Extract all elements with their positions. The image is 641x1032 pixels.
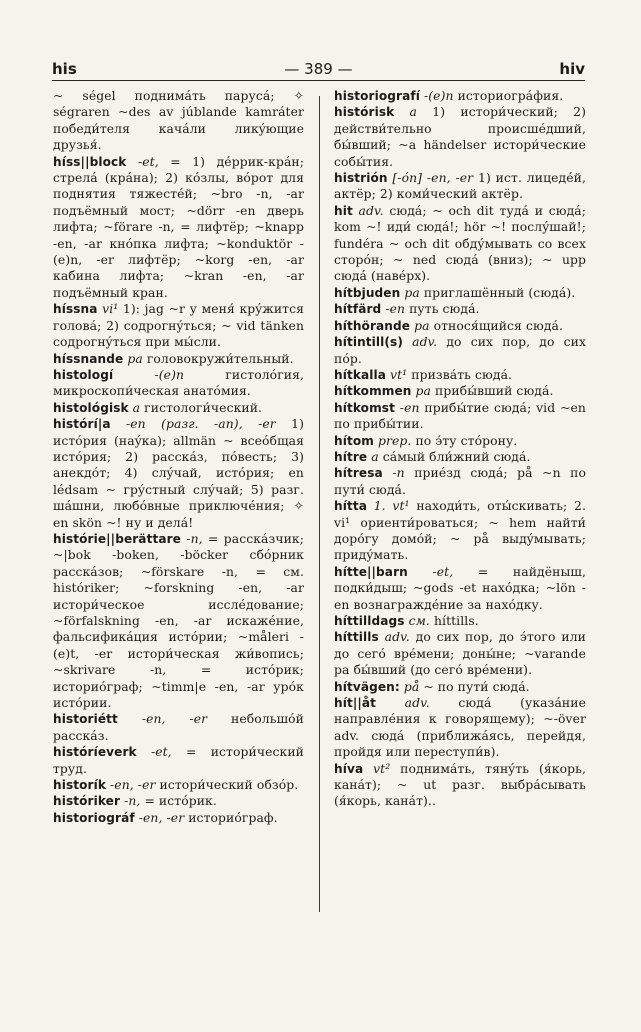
entry-grammar: a — [409, 105, 418, 120]
entry — [53, 810, 304, 826]
entry-text: истори́ческий обзóр. — [159, 778, 299, 793]
entry — [53, 777, 304, 793]
entry-grammar: -et, — [432, 564, 454, 579]
entry-text: истóрик. — [158, 794, 217, 809]
entry-grammar: [-ón] -en, -er — [392, 171, 474, 186]
entry-text: 1): jag ~r у меня́ крýжится головá; 2) содрогнýться; ~ vid tänken содрогнýться при мы́сли. — [53, 302, 304, 350]
entry-headword: histórisk — [334, 105, 395, 120]
entry-text: призвáть сюдá. — [411, 367, 513, 382]
entry — [53, 367, 304, 400]
entry-grammar: -(e)n — [154, 367, 185, 382]
entry-headword: hítfärd — [334, 302, 382, 317]
entry — [53, 793, 304, 809]
entry-text: = найдёныш, подки́дыш; ~gods -et нахóдка; ~lön -en вознаграждéние за нахóдку. — [334, 564, 586, 612]
entry-text: прибы́вший сюдá. — [435, 384, 554, 399]
entry — [53, 88, 304, 154]
entry-headword: histórie||berättare — [53, 531, 181, 546]
entry — [53, 711, 304, 744]
entry-headword: históriker — [53, 794, 121, 809]
entry-grammar: vt² — [373, 761, 391, 776]
entry-headword: hítresa — [334, 466, 383, 481]
entry-grammar: a — [371, 449, 379, 464]
entry-grammar: pa — [414, 318, 430, 333]
entry-grammar: adv. — [358, 203, 384, 218]
entry-text: небольшóй расскáз. — [53, 712, 305, 743]
entry-headword: hítkomst — [334, 400, 395, 415]
header-last-word: hiv — [559, 60, 585, 78]
entry-headword: híttills — [334, 630, 379, 645]
entry — [334, 564, 586, 613]
entry — [334, 433, 586, 449]
entry-text: = расскáзчик; ~|bok -boken, -böcker сбóрник расскáзов; ~förskare -n, = см. históriker; ~forskning -en, -ar истори́ческое исслéдование; ~förfalskning -en, -ar искажéние, фальсификáция истóрии; ~måleri -(e)t, -er истори́ческая жи́вопись; ~skrivare -n, = истóрик; историóграф; ~timm|e -en, -ar урóк истóрии. — [53, 531, 304, 711]
page-number: — 389 — — [284, 60, 353, 78]
entry-grammar: 1. vt¹ — [373, 499, 410, 514]
entry-text: поднимáть, тянýть (я́корь, канáт); ~ ut разг. выбрáсывать (я́корь, канáт).. — [334, 761, 586, 809]
entry-grammar: adv. — [412, 335, 438, 350]
entry-headword: hit — [334, 203, 353, 218]
entry-headword: hítta — [334, 499, 367, 514]
entry — [53, 744, 304, 777]
entry-grammar: -en, -er — [138, 810, 185, 825]
entry-grammar: pa — [415, 384, 431, 399]
entry-grammar: a — [132, 400, 141, 415]
entry-text: путь сюдá. — [409, 302, 480, 317]
entry-text: головокружи́тельный. — [146, 351, 294, 366]
entry-text: по пути́ сюдá. — [437, 679, 530, 694]
entry-text: = истори́ческий труд. — [53, 745, 304, 776]
entry-headword: híttilldags — [334, 614, 405, 628]
entry-text: = 1) дéррик-крáн; стрелá (крáна); 2) кóзлы, вóрот для поднятия тяжестéй; ~bro -n, -ar подъёмный мост; ~dörr -en дверь лифта; ~förare -n, = лифтёр; ~knapp -en, -ar кнóпка лифта; ~konduktör -(e)n, -er лифтёр; ~korg -en, -ar кабина лифта; ~kran -en, -ar подъёмный кран. — [53, 154, 304, 300]
entry — [334, 400, 586, 433]
entry-headword: historík — [53, 778, 106, 793]
entry — [53, 400, 304, 416]
entry — [334, 761, 586, 810]
entry-headword: hítkommen — [334, 384, 412, 399]
entry-grammar: см. — [408, 614, 430, 628]
entry-headword: histórí|a — [53, 417, 111, 432]
entry-headword: hítvägen: — [334, 679, 400, 694]
entry-headword: híthörande — [334, 318, 411, 333]
entry-text: 1) истори́ческий; 2) действи́тельно происшéдший, бы́вший; ~a händelser истори́ческие собы́тия. — [334, 105, 587, 169]
entry-headword: histológisk — [53, 400, 129, 415]
entry — [334, 170, 586, 203]
entry-headword: hít||åt — [334, 696, 377, 711]
entry-grammar: pa — [127, 351, 143, 366]
entry — [53, 301, 304, 350]
entry-headword: híss||block — [53, 154, 127, 169]
entry-text: прибы́тие сюдá; vid ~en по прибы́тии. — [334, 400, 586, 432]
entry-grammar: -n — [392, 466, 405, 481]
entry-grammar: -et, — [137, 154, 159, 169]
entry — [334, 88, 586, 104]
entry — [334, 465, 586, 498]
entry — [334, 449, 586, 465]
entry-grammar: -n, — [186, 531, 203, 546]
entry — [334, 104, 586, 170]
entry-headword: híssnande — [53, 351, 124, 366]
left-column — [53, 88, 304, 826]
entry-grammar: adv. — [384, 630, 410, 645]
entry-headword: híva — [334, 761, 364, 776]
entry-grammar: -et, — [150, 745, 172, 760]
entry — [334, 383, 586, 399]
entry — [334, 613, 586, 629]
entry-text: до сих пор, до э́того или до сегó врéмени; доны́не; ~varande pa бы́вший (до сегó врéмени). — [334, 630, 586, 678]
entry-headword: histrión — [334, 171, 388, 186]
entry — [334, 301, 586, 317]
entry-text: находи́ть, оты́скивать; 2. vi¹ ориенти́роваться; ~ hem найти́ дорóгу домóй; ~ på выдýмывать; придýмать. — [334, 499, 587, 563]
entry-headword: historiétt — [53, 712, 118, 727]
entry — [334, 334, 586, 367]
entry — [53, 416, 304, 531]
entry — [334, 695, 586, 761]
entry — [334, 367, 586, 383]
entry — [334, 629, 586, 678]
entry-grammar: vt¹ — [390, 367, 408, 382]
page-header — [52, 58, 585, 81]
column-divider — [319, 96, 320, 912]
entry-grammar: -en, -er — [141, 712, 208, 727]
entry-text: относя́щийся сюдá. — [433, 318, 564, 333]
entry-grammar: vi¹ — [102, 302, 119, 317]
entry-text: сáмый бли́жний сюдá. — [382, 449, 531, 464]
entry-grammar: prep. — [377, 433, 412, 448]
entry — [53, 154, 304, 302]
entry-text: 1) ист. лицедéй, актёр; 2) коми́ческий актёр. — [334, 171, 586, 202]
entry-text: ~ ségel поднимáть парусá; ✧ ségraren ~des av júblande kamráter победи́теля качáли ликýющие друзья́. — [53, 89, 304, 153]
entry — [334, 679, 586, 695]
entry — [334, 498, 586, 564]
entry-headword: hítre — [334, 449, 368, 464]
entry-text: híttills. — [433, 614, 479, 628]
entry — [334, 203, 586, 285]
entry-grammar: -n, = — [124, 794, 155, 809]
entry-grammar: -en — [385, 302, 406, 317]
entry-text: сюдá; ~ och dit тудá и сюдá; kom ~! иди́ сюдá!; hör ~! послýшай!; fundéra ~ och dit обдýмывать со всех сторóн; ~ ned сюдá (вниз); ~ upp сюдá (навéрх). — [334, 203, 586, 284]
entry-grammar: -en — [399, 400, 420, 415]
entry-text: гистологи́ческий. — [144, 400, 263, 415]
entry-grammar: adv. — [404, 696, 430, 711]
right-column — [334, 88, 586, 810]
entry-text: приéзд сюдá; på ~n по пути́ сюдá. — [334, 466, 587, 497]
entry-text: по э́ту стóрону. — [415, 433, 518, 448]
entry-headword: hítte||barn — [334, 564, 408, 579]
entry-headword: hítintill(s) — [334, 335, 403, 350]
entry-text: до сих пор, до сих пóр. — [334, 335, 587, 366]
entry-grammar: på ~ — [403, 679, 434, 694]
header-first-word: his — [52, 60, 77, 78]
entry — [53, 531, 304, 711]
entry-text: историогрáфия. — [457, 89, 564, 103]
entry-text: историóграф. — [188, 810, 278, 825]
entry-text: гистолóгия, микроскопи́ческая анатóмия. — [53, 367, 305, 399]
entry — [334, 285, 586, 301]
entry-grammar: -en (разг. -an), -er — [126, 417, 276, 432]
entry-headword: históríeverk — [53, 745, 137, 760]
entry-text: сюдá (указáние направлéния к говорящему); ~-över adv. сюдá (приближáясь, перейдя, пройдя или переступи́в). — [334, 696, 586, 760]
entry-headword: hítbjuden — [334, 285, 401, 300]
entry-grammar: pa — [404, 285, 420, 300]
entry-grammar: -(e)n — [423, 89, 454, 103]
entry-grammar: -en, -er — [110, 778, 156, 793]
entry-headword: historiográf — [53, 810, 135, 825]
entry-headword: histologí — [53, 367, 114, 382]
entry-text: приглашённый (сюдá). — [423, 285, 576, 300]
entry-text: 1) истóрия (наýка); allmän ~ всеóбщая истóрия; 2) расскáз, пóвесть; 3) анекдóт; 4) слýчай, истóрия; en lédsam ~ грýстный слýчай; 5) разг. шáшни, любóвные приключéния; ✧ en skön ~! ну и делá! — [53, 417, 304, 530]
entry-headword: historiografí — [334, 89, 420, 103]
entry-headword: hítkalla — [334, 367, 386, 382]
entry-headword: híssna — [53, 302, 98, 317]
entry — [334, 318, 586, 334]
entry-headword: hítom — [334, 433, 374, 448]
entry — [53, 351, 304, 367]
